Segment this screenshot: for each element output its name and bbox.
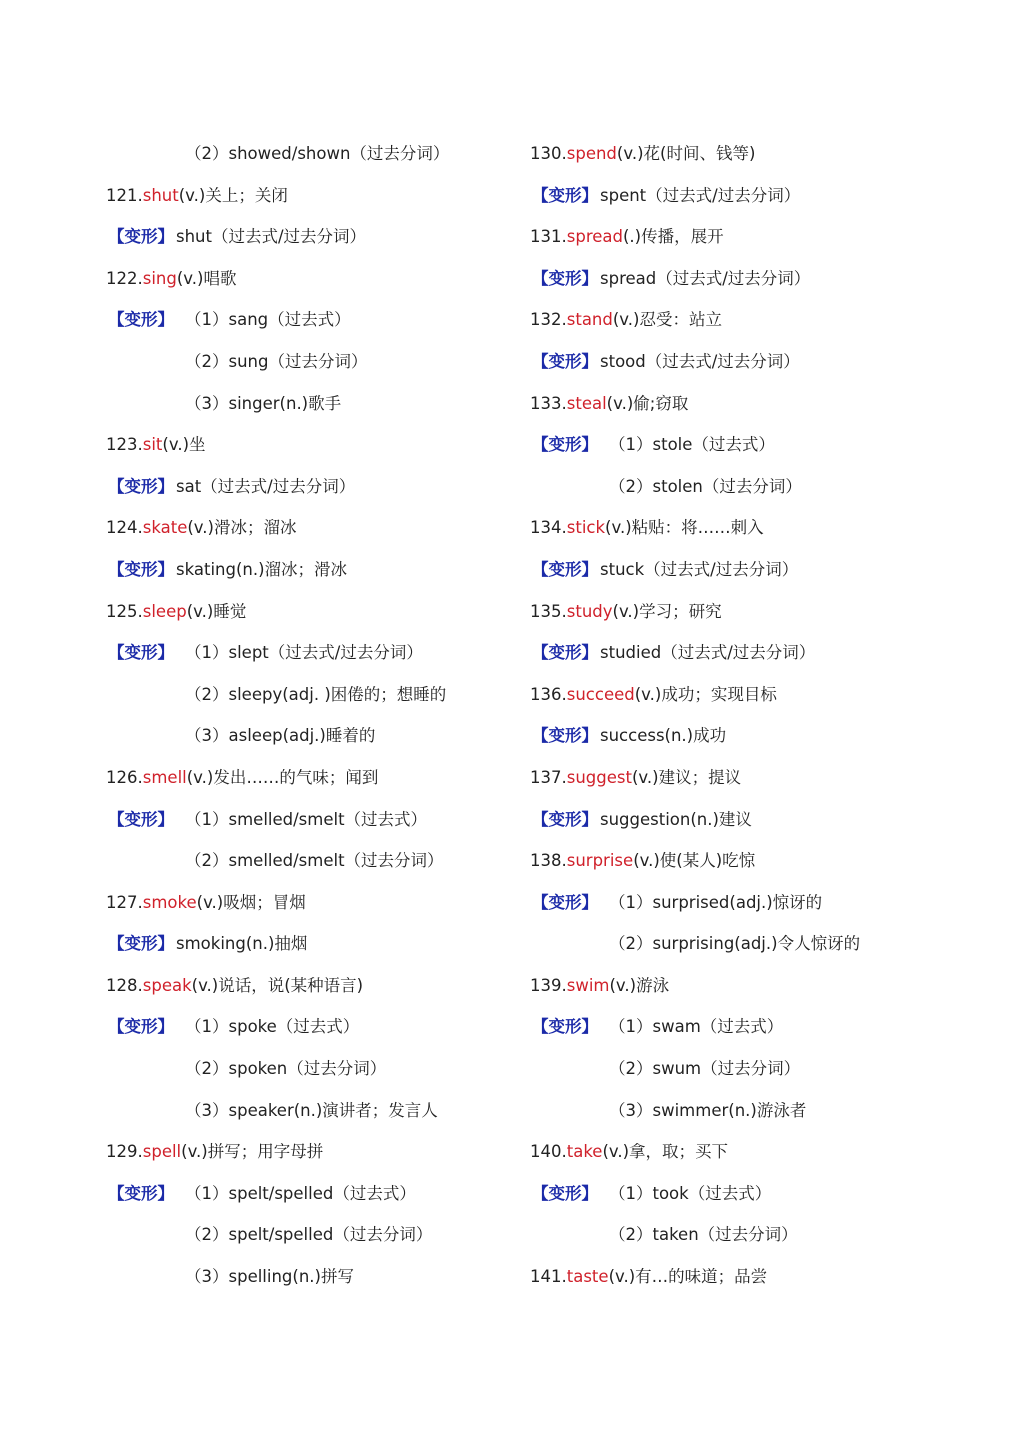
variant-text: （1）smelled/smelt（过去式） xyxy=(185,809,428,829)
variant-text: shut（过去式/过去分词） xyxy=(176,227,367,247)
sub-item-text: （3）spelling(n.)拼写 xyxy=(185,1267,354,1287)
entry-heading xyxy=(530,142,777,184)
variant-text: suggestion(n.)建议 xyxy=(600,809,752,829)
entry-definition: (v.)游泳 xyxy=(609,975,670,995)
entry-number: 133. xyxy=(530,393,567,413)
entry-word: surprise xyxy=(566,851,634,871)
sub-item-line xyxy=(530,1057,801,1099)
sub-item-text: （3）swimmer(n.)游泳者 xyxy=(609,1100,807,1120)
entry-definition: (v.)滑冰；溜冰 xyxy=(187,518,297,538)
entry-definition: (v.)拿，取；买下 xyxy=(602,1142,729,1162)
variant-tag: 【变形】 xyxy=(532,1183,598,1203)
entry-definition: (v.)吸烟；冒烟 xyxy=(196,892,306,912)
variant-text: （1）slept（过去式/过去分词） xyxy=(185,643,423,663)
variant-line xyxy=(530,558,799,600)
sub-item-text: （2）smelled/smelt（过去分词） xyxy=(185,851,444,871)
entry-heading xyxy=(530,974,777,1016)
variant-tag: 【变形】 xyxy=(108,559,174,579)
sub-item-line xyxy=(106,1265,378,1307)
variant-line xyxy=(530,267,811,309)
entry-definition: (v.)拼写；用字母拼 xyxy=(181,1142,324,1162)
entry-number: 140. xyxy=(530,1142,567,1162)
entry-heading xyxy=(530,1140,777,1182)
sub-item-line xyxy=(106,849,444,891)
sub-item-text: （2）sung（过去分词） xyxy=(185,351,368,371)
variant-line xyxy=(530,350,800,392)
entry-number: 139. xyxy=(530,975,567,995)
entry-word: spread xyxy=(566,227,623,247)
entry-number: 135. xyxy=(530,601,567,621)
entry-definition: (v.)睡觉 xyxy=(186,601,247,621)
entry-heading xyxy=(106,516,378,558)
variant-text: sat（过去式/过去分词） xyxy=(176,476,356,496)
variant-tag: 【变形】 xyxy=(532,268,598,288)
sub-item-line xyxy=(106,1099,438,1141)
variant-tag: 【变形】 xyxy=(532,726,598,746)
variant-line xyxy=(106,475,378,517)
variant-text: （1）took（过去式） xyxy=(609,1183,772,1203)
entry-heading xyxy=(106,1140,378,1182)
variant-tag: 【变形】 xyxy=(532,559,598,579)
entry-heading xyxy=(530,1265,777,1307)
entry-word: stick xyxy=(566,518,606,538)
entry-heading xyxy=(106,766,378,808)
sub-item-text: （2）swum（过去分词） xyxy=(609,1059,801,1079)
variant-text: （1）surprised(adj.)惊讶的 xyxy=(609,892,823,912)
variant-tag: 【变形】 xyxy=(532,892,598,912)
entry-word: swim xyxy=(566,975,610,995)
variant-tag: 【变形】 xyxy=(108,643,174,663)
sub-item-text: （2）surprising(adj.)令人惊讶的 xyxy=(609,934,861,954)
variant-text: smoking(n.)抽烟 xyxy=(176,934,308,954)
variant-tag: 【变形】 xyxy=(532,185,598,205)
variant-line xyxy=(530,433,777,475)
entry-definition: (v.)忍受：站立 xyxy=(612,310,722,330)
variant-text: （1）spelt/spelled（过去式） xyxy=(185,1183,416,1203)
entry-heading xyxy=(530,225,777,267)
entry-heading xyxy=(106,184,378,226)
entry-word: sit xyxy=(142,435,163,455)
entry-number: 125. xyxy=(106,601,143,621)
entry-definition: (.)传播，展开 xyxy=(622,227,724,247)
entry-heading xyxy=(106,600,378,642)
entry-number: 130. xyxy=(530,144,567,163)
entry-definition: (v.)建议；提议 xyxy=(631,767,742,787)
variant-text: skating(n.)溜冰；滑冰 xyxy=(176,559,348,579)
variant-tag: 【变形】 xyxy=(532,643,598,663)
variant-line xyxy=(106,1015,378,1057)
entry-definition: (v.)成功；实现目标 xyxy=(634,684,777,704)
entry-definition: (v.)粘贴：将……刺入 xyxy=(605,518,764,538)
variant-line xyxy=(530,724,777,766)
variant-line xyxy=(106,641,423,683)
entry-word: stand xyxy=(566,310,613,330)
entry-definition: (v.)坐 xyxy=(162,435,206,455)
entry-number: 127. xyxy=(106,892,143,912)
entry-heading xyxy=(530,516,777,558)
entry-definition: (v.)花(时间、钱等) xyxy=(616,144,756,163)
right-column xyxy=(530,142,861,1307)
sub-item-text: （2）sleepy(adj. )困倦的；想睡的 xyxy=(185,684,447,704)
entry-number: 136. xyxy=(530,684,567,704)
variant-line xyxy=(530,641,816,683)
variant-text: （1）stole（过去式） xyxy=(609,435,775,455)
variant-text: （1）swam（过去式） xyxy=(609,1017,784,1037)
sub-item-line xyxy=(530,475,802,517)
entry-word: spell xyxy=(142,1142,182,1162)
sub-item-line xyxy=(530,1223,798,1265)
variant-tag: 【变形】 xyxy=(108,1017,174,1037)
entry-heading xyxy=(106,267,378,309)
sub-item-line xyxy=(530,1099,807,1141)
entry-word: shut xyxy=(142,185,179,205)
sub-item-text: （2）stolen（过去分词） xyxy=(609,476,802,496)
sub-item-line xyxy=(106,724,378,766)
entry-number: 138. xyxy=(530,851,567,871)
sub-item-text: （3）speaker(n.)演讲者；发言人 xyxy=(185,1100,438,1120)
entry-number: 121. xyxy=(106,185,143,205)
entry-word: taste xyxy=(566,1267,609,1287)
entry-word: take xyxy=(566,1142,603,1162)
entry-heading xyxy=(106,891,378,933)
variant-tag: 【变形】 xyxy=(108,934,174,954)
variant-line xyxy=(106,1182,416,1224)
entry-number: 137. xyxy=(530,767,567,787)
sub-item-text: （3）asleep(adj.)睡着的 xyxy=(185,726,376,746)
entry-heading xyxy=(530,392,777,434)
variant-line xyxy=(530,1182,777,1224)
variant-tag: 【变形】 xyxy=(108,310,174,330)
entry-number: 131. xyxy=(530,227,567,247)
variant-text: stuck（过去式/过去分词） xyxy=(600,559,799,579)
variant-text: spread（过去式/过去分词） xyxy=(600,268,811,288)
entry-heading xyxy=(530,849,777,891)
entry-definition: (v.)有…的味道；品尝 xyxy=(608,1267,768,1287)
entry-number: 134. xyxy=(530,518,567,538)
variant-line xyxy=(530,808,777,850)
sub-item-text: （3）singer(n.)歌手 xyxy=(185,393,342,413)
sub-item-line xyxy=(106,1223,433,1265)
entry-definition: (v.)关上；关闭 xyxy=(178,185,288,205)
entry-word: sing xyxy=(142,268,177,288)
variant-tag: 【变形】 xyxy=(532,351,598,371)
entry-word: sleep xyxy=(142,601,187,621)
entry-definition: (v.)偷;窃取 xyxy=(606,393,689,413)
variant-line xyxy=(106,808,428,850)
entry-number: 126. xyxy=(106,767,143,787)
sub-item-text: （2）showed/shown（过去分词） xyxy=(185,144,450,163)
sub-item-text: （2）taken（过去分词） xyxy=(609,1225,798,1245)
variant-tag: 【变形】 xyxy=(108,1183,174,1203)
variant-tag: 【变形】 xyxy=(108,227,174,247)
variant-line xyxy=(530,891,823,933)
sub-item-line xyxy=(530,932,861,974)
entry-number: 129. xyxy=(106,1142,143,1162)
sub-item-line xyxy=(106,350,378,392)
entry-word: suggest xyxy=(566,767,632,787)
entry-number: 141. xyxy=(530,1267,567,1287)
variant-text: （1）spoke（过去式） xyxy=(185,1017,360,1037)
variant-text: （1）sang（过去式） xyxy=(185,310,351,330)
entry-number: 132. xyxy=(530,310,567,330)
entry-word: speak xyxy=(142,975,192,995)
sub-item-line xyxy=(106,392,378,434)
sub-item-line xyxy=(106,1057,387,1099)
entry-heading xyxy=(106,433,378,475)
entry-heading xyxy=(530,308,777,350)
variant-text: success(n.)成功 xyxy=(600,726,727,746)
left-column xyxy=(106,142,450,1307)
entry-number: 123. xyxy=(106,435,143,455)
variant-tag: 【变形】 xyxy=(532,1017,598,1037)
entry-heading xyxy=(530,683,777,725)
variant-tag: 【变形】 xyxy=(532,809,598,829)
entry-heading xyxy=(530,600,777,642)
entry-number: 124. xyxy=(106,518,143,538)
variant-line xyxy=(106,308,378,350)
variant-line xyxy=(530,1015,784,1057)
entry-definition: (v.)说话，说(某种语言) xyxy=(191,975,364,995)
entry-number: 128. xyxy=(106,975,143,995)
entry-word: steal xyxy=(566,393,607,413)
variant-text: spent（过去式/过去分词） xyxy=(600,185,801,205)
sub-item-text: （2）spoken（过去分词） xyxy=(185,1059,387,1079)
entry-definition: (v.)发出……的气味；闻到 xyxy=(186,767,379,787)
sub-item-line xyxy=(106,683,447,725)
entry-word: smoke xyxy=(142,892,197,912)
variant-tag: 【变形】 xyxy=(532,435,598,455)
variant-text: studied（过去式/过去分词） xyxy=(600,643,816,663)
entry-heading xyxy=(530,766,777,808)
entry-definition: (v.)唱歌 xyxy=(176,268,237,288)
entry-number: 122. xyxy=(106,268,143,288)
variant-tag: 【变形】 xyxy=(108,809,174,829)
entry-heading xyxy=(106,974,378,1016)
entry-word: skate xyxy=(142,518,188,538)
entry-word: smell xyxy=(142,767,187,787)
variant-line xyxy=(530,184,801,226)
entry-word: study xyxy=(566,601,613,621)
sub-item-text: （2）spelt/spelled（过去分词） xyxy=(185,1225,433,1245)
entry-word: succeed xyxy=(566,684,635,704)
entry-definition: (v.)学习；研究 xyxy=(612,601,722,621)
variant-tag: 【变形】 xyxy=(108,476,174,496)
variant-line xyxy=(106,558,378,600)
entry-word: spend xyxy=(566,144,617,163)
sub-item-line xyxy=(106,142,450,184)
variant-line xyxy=(106,225,378,267)
variant-text: stood（过去式/过去分词） xyxy=(600,351,800,371)
entry-definition: (v.)使(某人)吃惊 xyxy=(633,851,756,871)
variant-line xyxy=(106,932,378,974)
